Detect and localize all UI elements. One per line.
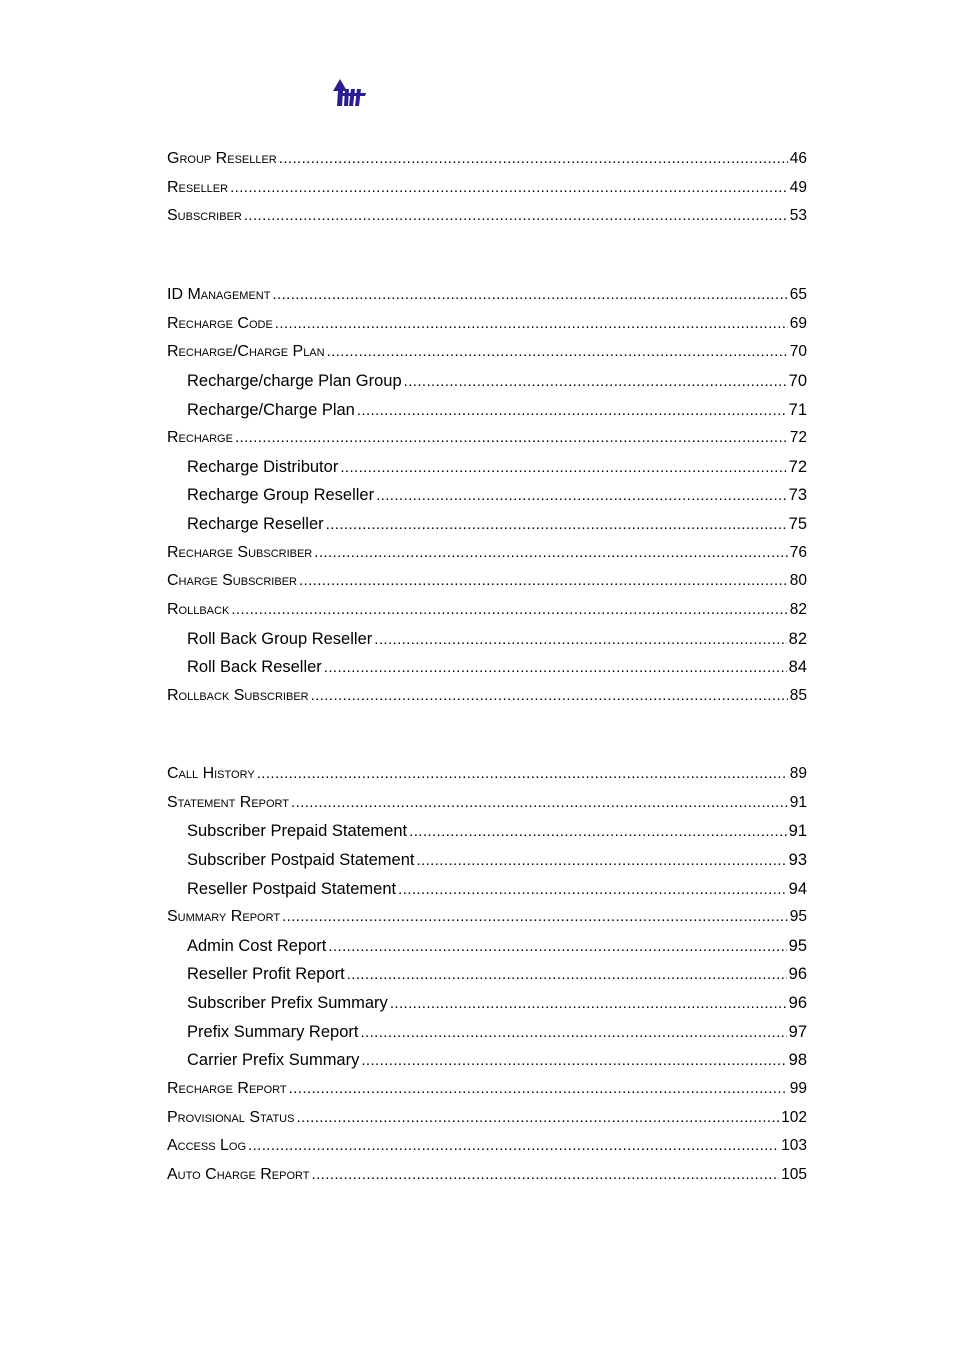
toc-entry-title: Statement Report [167,794,290,811]
toc-entry-title: Recharge Distributor [187,458,339,476]
toc-entry-title: Recharge/Charge Plan [187,401,355,419]
toc-entry-page-number: 91 [788,823,807,841]
toc-entry[interactable] [167,545,807,574]
toc-entry[interactable] [167,852,807,881]
toc-entry-title: Auto Charge Report [167,1166,310,1183]
dot-leader [376,487,787,504]
toc-entry-page-number: 94 [788,880,807,898]
toc-section-2 [167,287,807,717]
dot-leader [314,545,788,561]
toc-entry[interactable] [167,430,807,459]
toc-section-1 [167,151,807,237]
toc-entry[interactable] [167,1167,807,1196]
dot-leader [291,795,788,811]
toc-entry-title: Recharge [167,430,233,447]
toc-entry-title: Rollback Subscriber [167,687,309,704]
toc-entry[interactable] [167,459,807,488]
toc-entry-title: Subscriber Prepaid Statement [187,823,408,841]
dot-leader [296,1110,779,1126]
toc-entry-page-number: 84 [788,659,807,677]
toc-entry-page-number: 65 [789,287,807,303]
toc-entry[interactable] [167,1110,807,1139]
dot-leader [326,516,787,533]
toc-entry-title: Recharge Group Reseller [187,487,375,505]
toc-entry-page-number: 70 [788,372,807,390]
toc-entry-page-number: 49 [789,179,807,196]
toc-section-3 [167,766,807,1196]
dot-leader [328,938,786,955]
toc-entry-title: Subscriber Postpaid Statement [187,851,415,869]
toc-entry-page-number: 82 [789,602,807,619]
toc-entry[interactable] [167,995,807,1024]
toc-entry[interactable] [167,516,807,545]
toc-entry-page-number: 95 [789,909,807,926]
dot-leader [361,1052,786,1069]
toc-entry-page-number: 70 [789,344,807,361]
toc-entry-title: Provisional Status [167,1109,295,1126]
toc-entry-title: Summary Report [167,909,281,926]
toc-entry-title: Roll Back Group Reseller [187,630,373,648]
toc-entry[interactable] [167,823,807,852]
toc-entry-title: Admin Cost Report [187,937,327,955]
toc-entry-page-number: 46 [789,151,807,167]
toc-entry[interactable] [167,151,807,180]
toc-entry-title: Carrier Prefix Summary [187,1052,360,1070]
dot-leader [275,316,788,332]
toc-entry-page-number: 75 [788,516,807,534]
toc-entry[interactable] [167,1138,807,1167]
toc-entry[interactable] [167,659,807,688]
toc-entry[interactable] [167,631,807,660]
toc-entry-title: Charge Subscriber [167,573,297,590]
toc-entry-title: Access Log [167,1138,247,1155]
toc-entry[interactable] [167,966,807,995]
dot-leader [257,766,788,782]
toc-entry-page-number: 72 [788,458,807,476]
toc-entry[interactable] [167,688,807,717]
dot-leader [340,459,786,476]
dot-leader [289,1081,788,1097]
toc-entry[interactable] [167,180,807,209]
toc-entry-title: Reseller Postpaid Statement [187,880,397,898]
toc-entry[interactable] [167,487,807,516]
toc-entry[interactable] [167,881,807,910]
toc-entry[interactable] [167,208,807,237]
toc-entry-title: ID Management [167,287,271,303]
dot-leader [324,659,787,676]
toc-entry-page-number: 96 [788,966,807,984]
dot-leader [390,995,787,1012]
dot-leader [312,1167,780,1183]
dot-leader [272,287,787,303]
toc-entry[interactable] [167,402,807,431]
toc-entry-title: Recharge Code [167,315,273,332]
toc-entry-page-number: 103 [781,1138,807,1155]
dot-leader [230,180,788,196]
toc-entry-title: Recharge Report [167,1081,287,1098]
toc-entry[interactable] [167,938,807,967]
dot-leader [244,208,788,224]
toc-entry-title: Prefix Summary Report [187,1023,359,1041]
dot-leader [311,688,788,704]
toc-entry-page-number: 71 [788,401,807,419]
toc-entry-page-number: 89 [789,766,807,782]
toc-entry-page-number: 85 [789,687,807,704]
toc-entry-title: Recharge/Charge Plan [167,344,325,361]
toc-entry-page-number: 102 [781,1109,807,1126]
toc-entry[interactable] [167,795,807,824]
dot-leader [327,344,788,360]
toc-entry-title: Reseller Profit Report [187,966,345,984]
toc-entry-title: Rollback [167,602,230,619]
toc-entry[interactable] [167,287,807,316]
dot-leader [416,852,786,869]
toc-entry[interactable] [167,766,807,795]
dot-leader [299,573,788,589]
dot-leader [374,631,786,648]
toc-entry-page-number: 105 [781,1166,807,1183]
toc-entry-title: Recharge Subscriber [167,544,313,561]
toc-entry-page-number: 72 [789,430,807,447]
toc-entry[interactable] [167,573,807,602]
dot-leader [357,402,787,419]
toc-entry-page-number: 73 [788,487,807,505]
dot-leader [347,966,787,983]
toc-entry[interactable] [167,602,807,631]
dot-leader [409,823,787,840]
toc-entry-page-number: 82 [788,630,807,648]
toc-entry-title: Group Reseller [167,151,277,167]
toc-entry-title: Recharge/charge Plan Group [187,372,402,390]
toc-entry[interactable] [167,1024,807,1053]
toc-entry-page-number: 97 [788,1023,807,1041]
toc-entry-title: Reseller [167,179,229,196]
toc-entry-title: Subscriber Prefix Summary [187,995,388,1013]
dot-leader [282,909,788,925]
dot-leader [279,151,788,167]
toc-entry-page-number: 95 [788,937,807,955]
toc-entry-page-number: 80 [789,573,807,590]
dot-leader [360,1024,786,1041]
toc-entry-title: Recharge Reseller [187,516,324,534]
toc-entry-page-number: 69 [789,315,807,332]
toc-entry[interactable] [167,1052,807,1081]
dot-leader [404,373,787,390]
toc-entry-page-number: 99 [789,1081,807,1098]
company-logo-icon [331,77,367,108]
toc-entry[interactable] [167,373,807,402]
dot-leader [235,430,788,446]
toc-entry[interactable] [167,909,807,938]
toc-entry-page-number: 96 [788,995,807,1013]
dot-leader [231,602,787,618]
toc-entry-page-number: 93 [788,851,807,869]
toc-entry-title: Subscriber [167,208,242,225]
toc-entry-page-number: 91 [789,794,807,811]
dot-leader [248,1138,779,1154]
dot-leader [398,881,787,898]
toc-entry[interactable] [167,344,807,373]
toc-entry[interactable] [167,316,807,345]
toc-entry[interactable] [167,1081,807,1110]
toc-entry-page-number: 53 [789,208,807,225]
toc-entry-title: Call History [167,766,255,782]
toc-entry-page-number: 76 [789,544,807,561]
toc-entry-page-number: 98 [788,1052,807,1070]
toc-entry-title: Roll Back Reseller [187,659,322,677]
